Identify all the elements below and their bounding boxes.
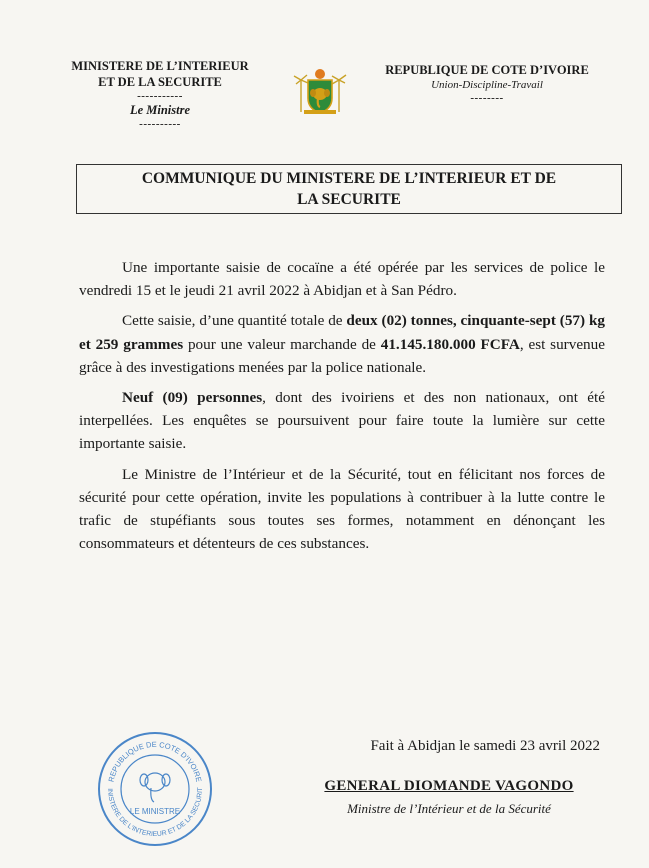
stamp-text-top: REPUBLIQUE DE COTE D'IVOIRE: [106, 739, 204, 783]
market-value: 41.145.180.000 FCFA: [380, 335, 520, 353]
signatory-name: GENERAL DIOMANDE VAGONDO: [324, 778, 574, 794]
paragraph-1: Une importante saisie de cocaïne a été opérée par les services de police le vendredi 15 et le jeudi 21 avril 2022 à Abidjan et à San Pédro.: [79, 259, 605, 300]
ministry-header: [40, 58, 280, 130]
signatory-role: Ministre de l’Intérieur et de la Sécurité: [347, 801, 551, 816]
republic-motto: Union-Discipline-Travail: [431, 79, 543, 91]
title-line1: COMMUNIQUE DU MINISTERE DE L’INTERIEUR ET DE: [141, 170, 557, 187]
republic-name: REPUBLIQUE DE COTE D’IVOIRE: [385, 63, 589, 77]
persons-arrested: Neuf (09) personnes: [122, 389, 263, 407]
stamp-text-bottom: INISTERE DE L'INTERIEUR ET DE LA SECURIT: [105, 787, 205, 839]
header-divider: --------: [470, 92, 504, 104]
title-line2: LA SECURITE: [297, 191, 401, 208]
paragraph-3: [79, 386, 605, 456]
stamp-text-center: LE MINISTRE: [129, 807, 181, 816]
ministry-stamp: [96, 730, 214, 848]
paragraph-2: [79, 309, 605, 379]
paragraph-3-text: , dont des ivoiriens et des non nationaux, ont été interpellées. Les enquêtes se poursuivent pour faire toute la lumière sur cette importante saisie.: [79, 389, 605, 453]
republic-header: [352, 62, 622, 104]
communique-body: [79, 256, 605, 555]
paragraph-4: Le Ministre de l’Intérieur et de la Sécurité, tout en félicitant nos forces de sécurité pour cette opération, invite les populations à contribuer à la lutte contre le trafic de stupéfiants sous toutes ses formes, notamment en dénonçant les consommateurs et détenteurs de ces substances.: [79, 465, 605, 553]
seized-quantity: deux (02) tonnes, cinquante-sept (57) kg et 259 grammes: [79, 312, 605, 353]
communique-title: [76, 164, 622, 214]
place-date: Fait à Abidjan le samedi 23 avril 2022: [370, 738, 600, 754]
paragraph-2-text: pour une valeur marchande de: [183, 335, 381, 353]
paragraph-2-text: Cette saisie, d’une quantité totale de: [122, 312, 347, 330]
minister-subtitle: Le Ministre: [129, 103, 191, 117]
ministry-name-line1: MINISTERE DE L’INTERIEUR: [71, 59, 249, 73]
header-divider: ----------: [139, 118, 181, 130]
header-divider: -----------: [137, 90, 183, 102]
coat-of-arms-icon: [292, 66, 348, 116]
ministry-name-line2: ET DE LA SECURITE: [98, 75, 222, 89]
paragraph-2-text: , est survenue grâce à des investigations menées par la police nationale.: [79, 335, 605, 376]
